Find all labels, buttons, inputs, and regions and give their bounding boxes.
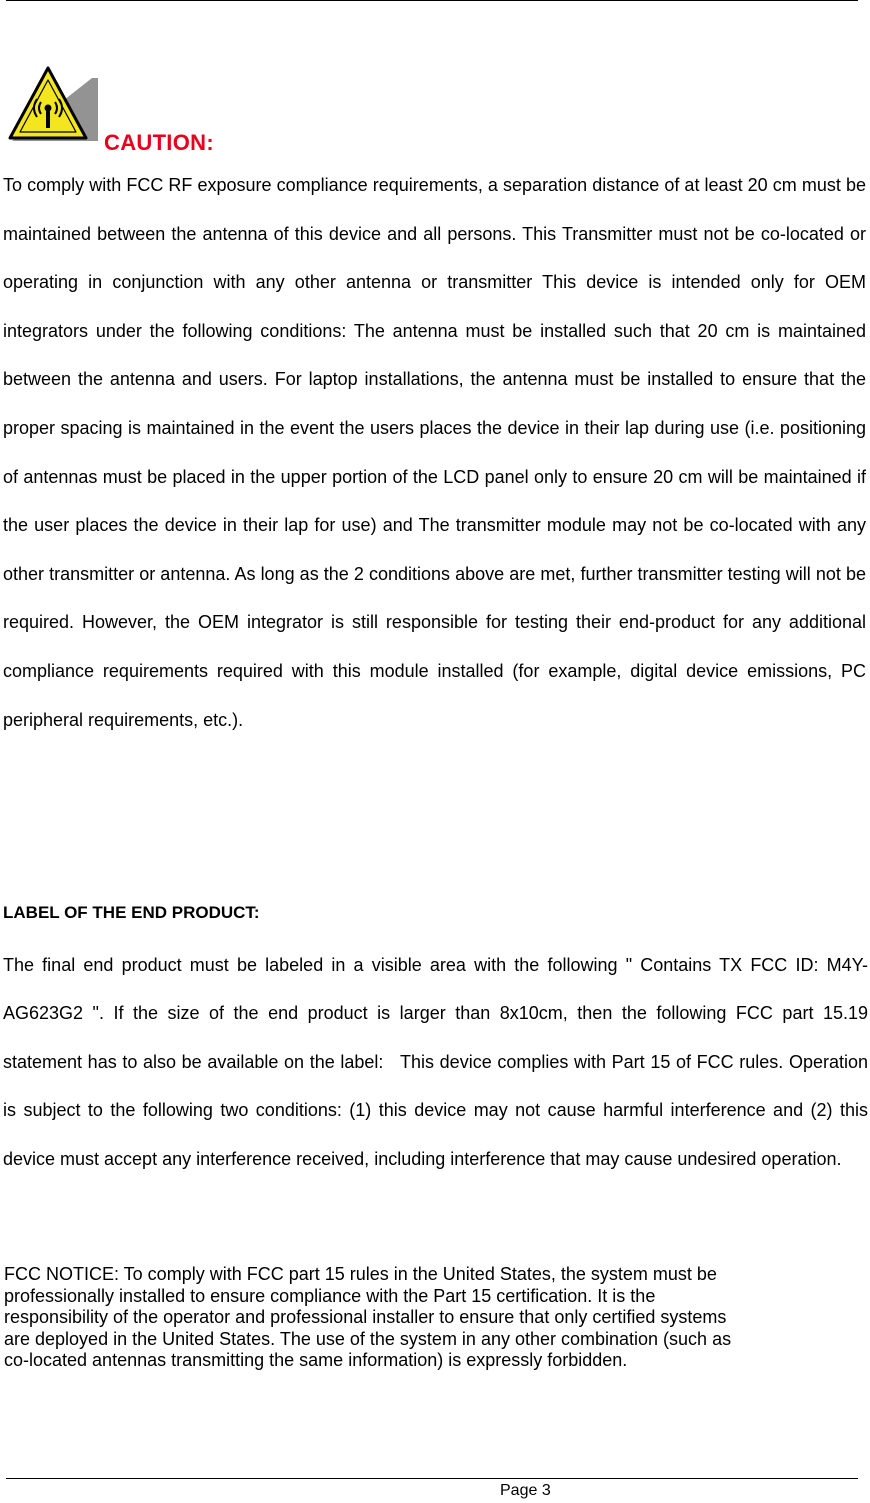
label-section-heading: LABEL OF THE END PRODUCT: <box>3 903 260 922</box>
label-section-body: The final end product must be labeled in a visible area with the following " Contains TX FCC ID: M4Y-AG623G2 ". If the size of the end product is larger than 8x10cm, then the following FCC part 15.19 statement has to also be available on the label: This device complies with Part 15 of FCC rules. Operation is subject to the following two conditions: (1) this device may not cause harmful interference and (2) this device must accept any interference received, including interference that may cause undesired operation. <box>3 955 868 1169</box>
fcc-notice-line: responsibility of the operator and professional installer to ensure that only certified systems <box>4 1307 727 1327</box>
fcc-notice <box>4 1264 854 1372</box>
caution-title: CAUTION: <box>104 130 214 155</box>
fcc-notice-line: professionally installed to ensure compliance with the Part 15 certification. It is the <box>4 1285 656 1306</box>
header-rule <box>6 0 858 1</box>
footer-rule <box>6 1478 858 1479</box>
fcc-notice-line: co-located antennas transmitting the same information) is expressly forbidden. <box>4 1350 628 1370</box>
rf-exposure-warning-icon <box>6 66 98 146</box>
caution-body: To comply with FCC RF exposure compliance requirements, a separation distance of at least 20 cm must be maintained between the antenna of this device and all persons. This Transmitter must not be co-located or operating in conjunction with any other antenna or transmitter This device is intended only for OEM integrators under the following conditions: The antenna must be installed such that 20 cm is maintained between the antenna and users. For laptop installations, the antenna must be installed to ensure that the proper spacing is maintained in the event the users places the device in their lap during use (i.e. positioning of antennas must be placed in the upper portion of the LCD panel only to ensure 20 cm will be maintained if the user places the device in their lap for use) and The transmitter module may not be co-located with any other transmitter or antenna. As long as the 2 conditions above are met, further transmitter testing will not be required. However, the OEM integrator is still responsible for testing their end-product for any additional compliance requirements required with this module installed (for example, digital device emissions, PC peripheral requirements, etc.). <box>3 175 866 730</box>
fcc-notice-line: FCC NOTICE: To comply with FCC part 15 rules in the United States, the system must be <box>4 1264 717 1284</box>
fcc-notice-line: are deployed in the United States. The use of the system in any other combination (such as <box>4 1328 732 1349</box>
page-number: Page 3 <box>500 1482 551 1499</box>
